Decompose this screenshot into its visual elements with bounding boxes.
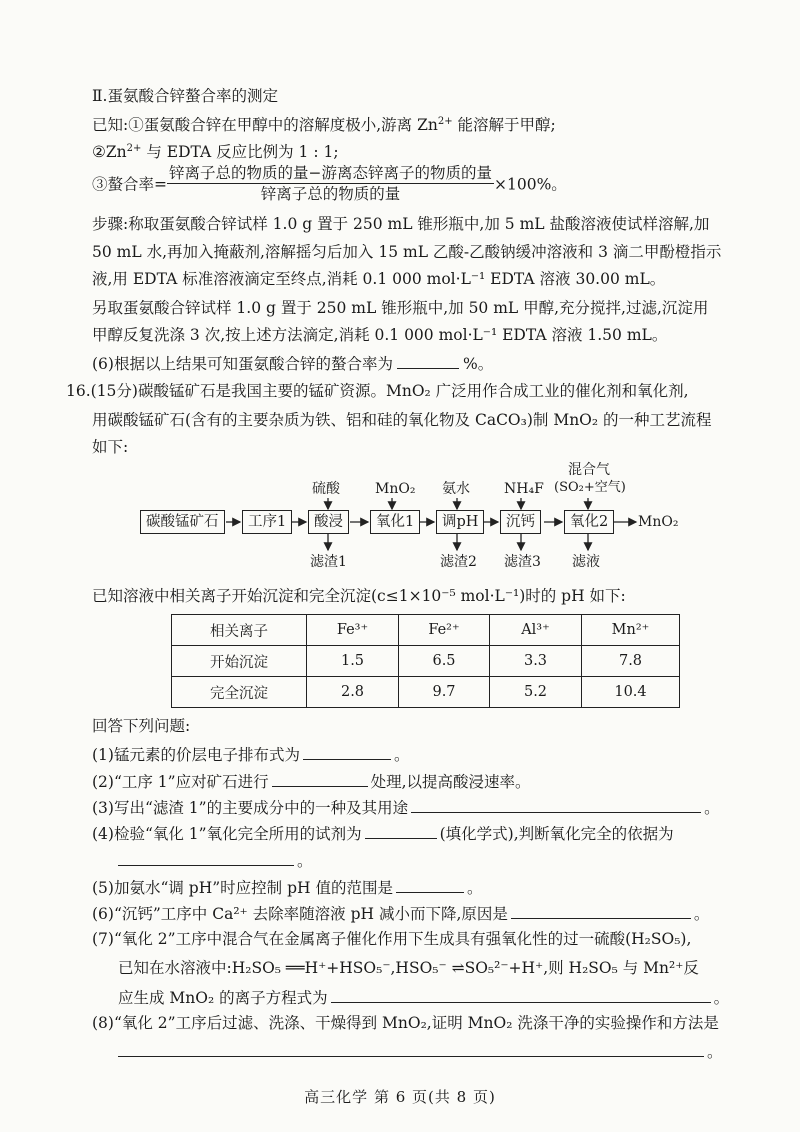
question-3 [92,796,720,818]
q6b-end: 。 [693,905,710,923]
question-6 [92,352,493,374]
question-8: (8)“氧化 2”工序后过滤、洗涤、干燥得到 MnO₂,证明 MnO₂ 洗涤干净的实验操作和方法是 [92,1014,719,1032]
answer-blank[interactable] [411,796,701,813]
flow-input-mno2: MnO₂ [375,481,416,497]
flow-box-acid-leach: 酸浸 [308,510,349,534]
table-header-row [172,615,680,646]
q1-text: (1)锰元素的价层电子排布式为 [92,746,300,764]
question-4-continued [118,849,313,871]
step-line: 甲醇反复洗涤 3 次,按上述方法滴定,消耗 0.1 000 mol·L⁻¹ EDTA 溶液 1.50 mL。 [92,326,668,344]
flow-input-ammonia: 氨水 [442,481,470,497]
cond2-prefix: ②Zn [92,143,127,162]
question-4 [92,822,674,844]
flow-input-gas-components: (SO₂+空气) [554,480,626,495]
known-suffix: 能溶解于甲醇; [452,116,556,135]
table-cell: 7.8 [582,646,680,677]
q5-end: 。 [466,879,483,897]
fraction-numerator: 锌离子总的物质的量−游离态锌离子的物质的量 [169,164,492,182]
flow-input-nh4f: NH₄F [504,481,544,497]
flow-input-gas-mix: 混合气 [568,462,610,478]
flow-product: MnO₂ [638,514,679,530]
section-heading: Ⅱ.蛋氨酸合锌螯合率的测定 [92,87,278,105]
table-row [172,646,680,677]
page-footer: 高三化学 第 6 页(共 8 页) [304,1088,496,1106]
known-sup: 2+ [437,116,453,127]
q16-intro-line: 如下: [92,438,129,456]
q4-end: 。 [297,852,313,870]
flow-box-oxidation1: 氧化1 [370,510,420,534]
table-cell: 6.5 [399,646,490,677]
answer-prompt: 回答下列问题: [92,717,191,735]
question-1 [92,743,409,765]
table-cell: 1.5 [307,646,399,677]
step-line: 50 mL 水,再加入掩蔽剂,溶解摇匀后加入 15 mL 乙酸-乙酸钠缓冲溶液和 3 滴二甲酚橙指示 [92,243,722,261]
cond2-sup: 2+ [126,143,142,154]
table-header-cell: 相关离子 [172,615,307,646]
q3-end: 。 [704,799,720,817]
table-cell: 5.2 [490,677,582,708]
flow-box-adjust-ph: 调pH [436,510,484,534]
q3-text: (3)写出“滤渣 1”的主要成分中的一种及其用途 [92,799,409,817]
table-header-cell: Fe²⁺ [399,615,490,646]
step-line: 另取蛋氨酸合锌试样 1.0 g 置于 250 mL 锥形瓶中,加 50 mL 甲醇,充分搅拌,过滤,沉淀用 [92,299,709,317]
table-cell: 完全沉淀 [172,677,307,708]
answer-blank[interactable] [396,876,464,893]
table-row [172,677,680,708]
q7-end: 。 [713,989,730,1007]
question-6b [92,902,709,924]
q7-text: 应生成 MnO₂ 的离子方程式为 [118,989,328,1007]
table-cell: 10.4 [582,677,680,708]
q2-text: (2)“工序 1”应对矿石进行 [92,773,269,791]
table-cell: 9.7 [399,677,490,708]
answer-blank[interactable] [397,352,459,369]
q1-end: 。 [393,746,410,764]
question-7-line2: 已知在水溶液中:H₂SO₅ ══H⁺+HSO₅⁻,HSO₅⁻ ⇌SO₅²⁻+H⁺,则 H₂SO₅ 与 Mn²⁺反 [118,959,699,977]
answer-blank[interactable] [511,902,691,919]
fraction-denominator: 锌离子总的物质的量 [260,185,401,203]
known-condition-2 [92,139,339,162]
q2-end: 处理,以提高酸浸速率。 [370,773,531,791]
fraction [167,164,494,203]
process-flow-diagram [140,462,700,588]
step-line: 步骤:称取蛋氨酸合锌试样 1.0 g 置于 250 mL 锥形瓶中,加 5 mL 盐酸溶液使试样溶解,加 [92,215,710,233]
answer-blank[interactable] [118,849,294,866]
table-header-cell: Fe³⁺ [307,615,399,646]
ion-ph-table [171,614,680,708]
table-header-cell: Al³⁺ [490,615,582,646]
question-7-line1: (7)“氧化 2”工序中混合气在金属离子催化作用下生成具有强氧化性的过一硫酸(H₂SO₅), [92,930,692,948]
q16-intro-line: 16.(15分)碳酸锰矿石是我国主要的锰矿资源。MnO₂ 广泛用作合成工业的催化剂和氧化剂, [66,382,689,400]
flow-input-sulfuric-acid: 硫酸 [312,481,340,497]
table-cell: 2.8 [307,677,399,708]
answer-blank[interactable] [272,770,368,787]
table-cell: 开始沉淀 [172,646,307,677]
flow-output-residue1: 滤渣1 [310,554,347,570]
question-7-line3 [118,986,729,1008]
flow-output-residue2: 滤渣2 [440,554,477,570]
q16-intro-line: 用碳酸锰矿石(含有的主要杂质为铁、铝和硅的氧化物及 CaCO₃)制 MnO₂ 的一种工艺流程 [92,411,712,429]
step-line: 液,用 EDTA 标准溶液滴定至终点,消耗 0.1 000 mol·L⁻¹ EDTA 溶液 30.00 mL。 [92,270,666,288]
flow-box-calcium-removal: 沉钙 [500,510,541,534]
table-cell: 3.3 [490,646,582,677]
answer-blank[interactable] [118,1040,704,1057]
q6-unit: %。 [462,355,494,373]
table-header-cell: Mn²⁺ [582,615,680,646]
q6b-text: (6)“沉钙”工序中 Ca²⁺ 去除率随溶液 pH 减小而下降,原因是 [92,905,508,923]
cond3-label: ③螯合率= [92,175,167,194]
flow-output-residue3: 滤渣3 [504,554,541,570]
q4-text: (4)检验“氧化 1”氧化完全所用的试剂为 [92,825,362,843]
cond2-suffix: 与 EDTA 反应比例为 1 : 1; [141,143,339,162]
question-5 [92,876,482,898]
q5-text: (5)加氨水“调 pH”时应控制 pH 值的范围是 [92,879,393,897]
flow-box-step1: 工序1 [242,510,292,534]
flow-output-filtrate: 滤液 [572,554,600,570]
answer-blank[interactable] [331,986,711,1003]
question-8-continued [118,1040,723,1062]
answer-blank[interactable] [365,822,437,839]
q6-text: (6)根据以上结果可知蛋氨酸合锌的螯合率为 [92,355,393,373]
table-intro: 已知溶液中相关离子开始沉淀和完全沉淀(c≤1×10⁻⁵ mol·L⁻¹)时的 pH 如下: [92,587,626,605]
question-2 [92,770,531,792]
q4-mid: (填化学式),判断氧化完全的依据为 [439,825,674,843]
known-condition-1 [92,112,556,135]
q8-end: 。 [707,1043,723,1061]
cond3-tail: ×100%。 [494,175,567,194]
known-prefix: 已知:①蛋氨酸合锌在甲醇中的溶解度极小,游离 Zn [92,116,438,135]
flow-box-oxidation2: 氧化2 [564,510,614,534]
flow-box-raw-ore: 碳酸锰矿石 [140,510,225,534]
answer-blank[interactable] [303,743,391,760]
chelation-formula [92,164,567,203]
